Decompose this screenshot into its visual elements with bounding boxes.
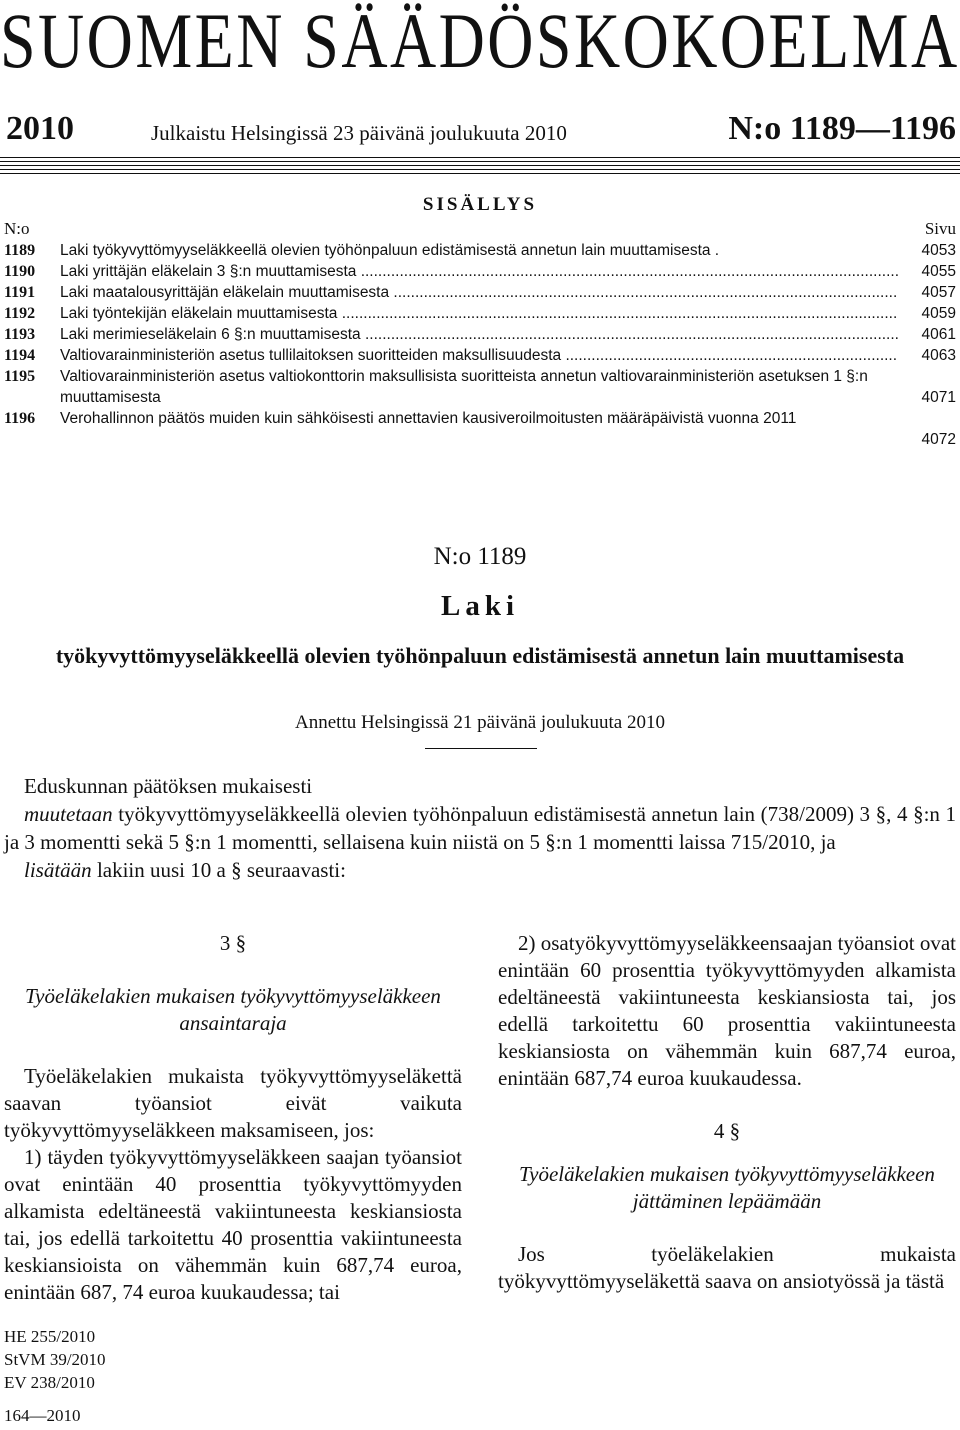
footnote-ref: HE 255/2010 xyxy=(4,1327,96,1346)
section-paragraph: Työeläkelakien mukaista työkyvyttömyyseläkettä saavan työansiot eivät vaikuta työkyvyttömyyseläkkeen maksamiseen, jos: xyxy=(4,1064,462,1142)
masthead-title: SUOMEN SÄÄDÖSKOKOELMA xyxy=(0,0,960,84)
act-type: Laki xyxy=(440,590,520,622)
left-column xyxy=(4,930,462,1306)
section-item: 2) osatyökyvyttömyyseläkkeensaajan työansiot ovat enintään 60 prosenttia työkyvyttömyyden alkamista edeltäneestä vakiintuneesta keskiansiosta tai, jos edellä tarkoitettu 60 prosenttia vakiintuneesta keskiansiosta on vähemmän kuin 687,74 euroa, enintään 687,74 euroa kuukaudessa. xyxy=(498,931,956,1090)
toc-item-page: 4071 xyxy=(921,389,956,406)
toc-item[interactable] xyxy=(4,324,956,345)
add-text: lakiin uusi 10 a § seuraavasti: xyxy=(91,858,346,882)
preamble-line: Eduskunnan päätöksen mukaisesti xyxy=(24,774,313,798)
toc-item[interactable] xyxy=(4,345,956,366)
act-given-date: Annettu Helsingissä 21 päivänä joulukuuta 2010 xyxy=(295,712,665,733)
toc-item[interactable] xyxy=(4,240,956,261)
toc-item-number: 1190 xyxy=(4,263,36,280)
footnotes xyxy=(4,1325,106,1394)
footnote-ref: StVM 39/2010 xyxy=(4,1350,106,1369)
section-item: 1) täyden työkyvyttömyyseläkkeen saajan työansiot ovat enintään 40 prosenttia työkyvyttömyyden alkamista edeltäneestä vakiintuneesta keskiansiosta tai, jos edellä tarkoitettu 40 prosenttia vakiintuneesta keskiansioista on vähemmän kuin 687,74 euroa, enintään 687, 74 euroa kuukaudessa; tai xyxy=(4,1145,462,1304)
amend-keyword: muutetaan xyxy=(24,802,113,826)
toc-item-number: 1196 xyxy=(4,410,36,427)
preamble xyxy=(4,772,956,884)
act-title: työkyvyttömyyseläkkeellä olevien työhönpaluun edistämisestä annetun lain muuttamisesta xyxy=(55,643,905,668)
right-column xyxy=(498,930,956,1295)
section-title: Työeläkelakien mukaisen työkyvyttömyyseläkkeen ansaintaraja xyxy=(25,984,441,1035)
table-of-contents xyxy=(4,240,956,450)
toc-item-page: 4053 xyxy=(921,242,956,259)
toc-item-text: Laki työkyvyttömyyseläkkeellä olevien työhönpaluun edistämisestä annetun lain muuttamisesta . xyxy=(60,242,720,259)
section-number: 3 § xyxy=(219,931,247,955)
issue-numbers: N:o 1189—1196 xyxy=(728,110,956,147)
toc-title: SISÄLLYS xyxy=(422,194,538,215)
toc-item[interactable] xyxy=(4,366,956,408)
preamble-add xyxy=(4,856,956,884)
toc-item-number: 1194 xyxy=(4,347,36,364)
toc-item-page: 4072 xyxy=(921,431,956,448)
issue-year: 2010 xyxy=(6,110,74,147)
toc-item-text: Laki maatalousyrittäjän eläkelain muuttamisesta ..... xyxy=(60,284,898,301)
toc-col-no: N:o xyxy=(4,219,30,238)
divider xyxy=(425,748,537,749)
toc-item-number: 1191 xyxy=(4,284,36,301)
footnote-ref: EV 238/2010 xyxy=(4,1373,95,1392)
toc-item-number: 1193 xyxy=(4,326,36,343)
preamble-amend xyxy=(4,800,956,856)
header-rules xyxy=(0,157,960,175)
toc-item-text: Laki työntekijän eläkelain muuttamisesta ..... xyxy=(60,305,898,322)
issue-meta xyxy=(6,110,956,150)
section-title: Työeläkelakien mukaisen työkyvyttömyyseläkkeen jättäminen lepäämään xyxy=(519,1162,935,1213)
toc-item-page: 4061 xyxy=(921,326,956,343)
toc-item-text: Verohallinnon päätös muiden kuin sähköisesti annettavien kausiveroilmoitusten määräpäivistä vuonna 2011 xyxy=(60,410,797,427)
toc-item-page: 4059 xyxy=(921,305,956,322)
toc-item[interactable] xyxy=(4,282,956,303)
amend-text: työkyvyttömyyseläkkeellä olevien työhönpaluun edistämisestä annetun lain (738/2009) 3 §, 4 §:n 1 ja 3 momentti sekä 5 §:n 1 momentti, sellaisena kuin niistä on 5 §:n 1 momentti laissa 715/2010, ja xyxy=(4,802,956,854)
toc-item[interactable] xyxy=(4,408,956,450)
toc-col-page: Sivu xyxy=(924,219,956,238)
toc-item-text: Laki yrittäjän eläkelain 3 §:n muuttamisesta ..... xyxy=(60,263,898,280)
page-identifier: 164—2010 xyxy=(4,1406,81,1425)
toc-item-number: 1192 xyxy=(4,305,36,322)
publication-date: Julkaistu Helsingissä 23 päivänä joulukuuta 2010 xyxy=(151,121,567,145)
toc-item[interactable] xyxy=(4,303,956,324)
add-keyword: lisätään xyxy=(24,858,92,882)
toc-item-text: Laki merimieseläkelain 6 §:n muuttamisesta ..... xyxy=(60,326,898,343)
toc-header xyxy=(4,219,956,239)
section-paragraph: Jos työeläkelakien mukaista työkyvyttömyyseläkettä saava on ansiotyössä ja tästä xyxy=(498,1242,956,1293)
toc-item[interactable] xyxy=(4,261,956,282)
toc-item-text: Valtiovarainministeriön asetus tullilaitoksen suoritteiden maksullisuudesta ..... xyxy=(60,347,898,364)
toc-item-page: 4063 xyxy=(921,347,956,364)
toc-item-number: 1189 xyxy=(4,242,36,259)
toc-item-page: 4055 xyxy=(921,263,956,280)
toc-item-number: 1195 xyxy=(4,368,36,385)
toc-item-page: 4057 xyxy=(921,284,956,301)
toc-item-text: Valtiovarainministeriön asetus valtiokonttorin maksullisista suoritteista annetun valtiovarainministeriön asetuksen 1 §:n muuttamisesta xyxy=(60,368,868,406)
section-number: 4 § xyxy=(713,1119,741,1143)
act-number: N:o 1189 xyxy=(433,543,527,570)
